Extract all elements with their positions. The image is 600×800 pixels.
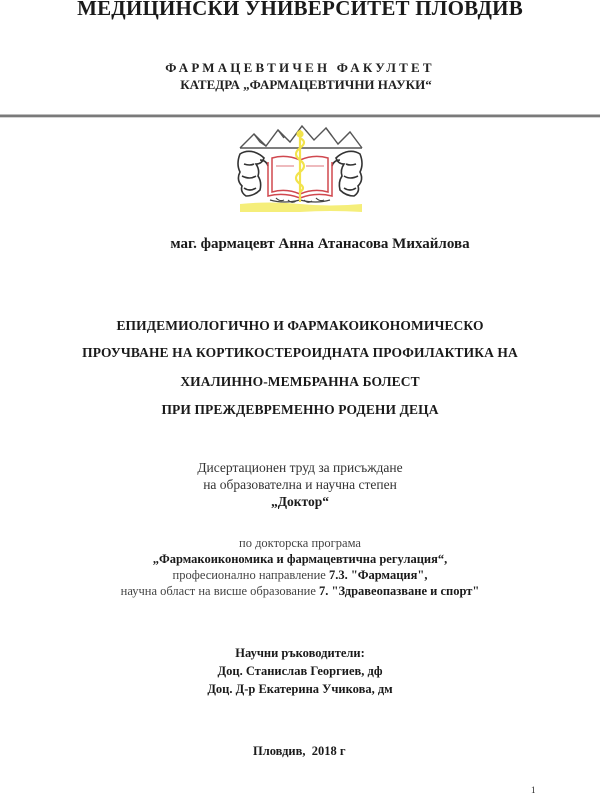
supervisor-2: Доц. Д-р Екатерина Учикова, дм bbox=[207, 682, 393, 696]
supervisors-heading: Научни ръководители: bbox=[235, 646, 365, 660]
professional-direction-label: професионално направление bbox=[172, 568, 329, 582]
dissertation-title-line-4: ПРИ ПРЕЖДЕВРЕМЕННО РОДЕНИ ДЕЦА bbox=[161, 402, 439, 417]
degree-name: „Доктор“ bbox=[270, 494, 330, 509]
degree-line-2: на образователна и научна степен bbox=[203, 477, 397, 492]
scientific-area-value: 7. "Здравеопазване и спорт" bbox=[319, 584, 480, 598]
scientific-area bbox=[0, 584, 600, 599]
author-name: маг. фармацевт Анна Атанасова Михайлова bbox=[170, 236, 470, 252]
university-emblem-icon bbox=[232, 120, 368, 212]
professional-direction-value: 7.3. "Фармация", bbox=[328, 568, 428, 582]
program-name: „Фармакоикономика и фармацевтична регулация“, bbox=[152, 552, 448, 566]
program-intro: по докторска програма bbox=[239, 536, 361, 550]
university-name: МЕДИЦИНСКИ УНИВЕРСИТЕТ ПЛОВДИВ bbox=[77, 0, 523, 20]
scientific-area-label: научна област на висше образование bbox=[120, 584, 320, 598]
professional-direction bbox=[0, 568, 600, 583]
dissertation-title-line-1: ЕПИДЕМИОЛОГИЧНО И ФАРМАКОИКОНОМИЧЕСКО bbox=[116, 318, 484, 333]
faculty-name: ФАРМАЦЕВТИЧЕН ФАКУЛТЕТ bbox=[165, 60, 435, 75]
supervisor-1: Доц. Станислав Георгиев, дф bbox=[217, 664, 383, 678]
dissertation-title-line-2: ПРОУЧВАНЕ НА КОРТИКОСТЕРОИДНАТА ПРОФИЛАКТИКА НА bbox=[82, 345, 518, 360]
page-number: 1 bbox=[531, 785, 536, 795]
degree-line-1: Дисертационен труд за присъждане bbox=[197, 460, 403, 475]
header-divider bbox=[0, 114, 600, 118]
place-and-year: Пловдив, 2018 г bbox=[253, 744, 346, 758]
department-name: КАТЕДРА „ФАРМАЦЕВТИЧНИ НАУКИ“ bbox=[180, 77, 432, 92]
dissertation-title-line-3: ХИАЛИННО-МЕМБРАННА БОЛЕСТ bbox=[180, 374, 420, 389]
